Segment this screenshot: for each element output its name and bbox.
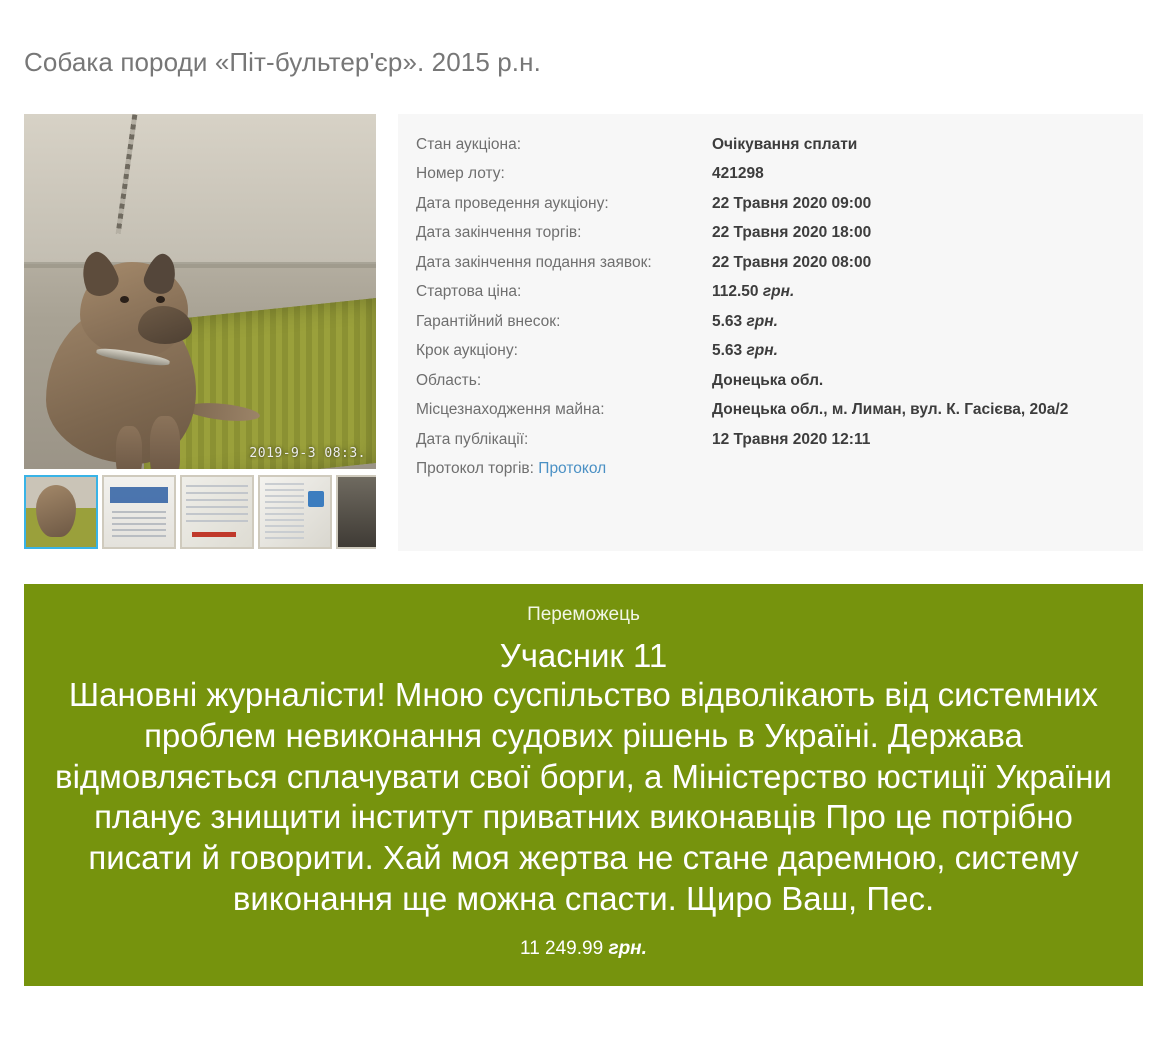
info-value [712, 159, 1125, 189]
info-label: Дата закінчення подання заявок: [416, 253, 652, 271]
info-value-text: 22 Травня 2020 08:00 [712, 253, 872, 271]
thumb-dog-photo[interactable] [24, 475, 98, 549]
info-value-text: Донецька обл. [712, 371, 824, 389]
info-value-text: 112.50 [712, 283, 759, 301]
info-label: Область: [416, 371, 482, 389]
lot-info-table [416, 130, 1125, 484]
thumb-image [260, 477, 330, 547]
info-label: Місцезнаходження майна: [416, 401, 605, 419]
winner-banner [24, 584, 1143, 986]
dog-eye-left [120, 296, 129, 303]
info-value [712, 130, 1125, 160]
info-value [712, 366, 1125, 396]
lot-summary-section [0, 114, 1167, 551]
table-row [416, 307, 1125, 337]
info-value [712, 336, 1125, 366]
dog-illustration [38, 234, 218, 464]
lot-page [0, 17, 1167, 986]
main-photo[interactable] [24, 114, 376, 469]
info-value [712, 425, 1125, 455]
info-value-text: 22 Травня 2020 09:00 [712, 194, 872, 212]
thumb-document-3[interactable] [258, 475, 332, 549]
protocol-value-empty [712, 454, 1125, 484]
lot-gallery [24, 114, 376, 549]
table-row [416, 218, 1125, 248]
info-label: Дата публікації: [416, 430, 529, 448]
info-value [712, 307, 1125, 337]
winner-amount [52, 938, 1115, 960]
currency-label: грн. [746, 342, 778, 360]
protocol-label-text: Протокол торгів: [416, 460, 534, 478]
table-row [416, 336, 1125, 366]
currency-label: грн. [746, 312, 778, 330]
info-label: Дата закінчення торгів: [416, 224, 582, 242]
info-value [712, 395, 1125, 425]
lot-info-panel [398, 114, 1143, 551]
info-label: Крок аукціону: [416, 342, 518, 360]
winner-message: Шановні журналісти! Мною суспільство відволікають від системних проблем невиконання судових рішень в Україні. Держава відмовляється сплачувати свої борги, а Міністерство юстиції України планує знищити інститут приватних виконавців Про це потрібно писати й говорити. Хай моя жертва не стане даремною, систему виконання ще можна спасти. Щиро Ваш, Пес. [55, 675, 1112, 918]
dog-leg-front [150, 416, 180, 469]
info-label: Номер лоту: [416, 165, 505, 183]
table-row [416, 425, 1125, 455]
thumb-dog-shape [36, 485, 76, 537]
thumb-image [104, 477, 174, 547]
table-row [416, 395, 1125, 425]
currency-label: грн. [762, 283, 795, 301]
dog-eye-right [156, 296, 165, 303]
table-row [416, 189, 1125, 219]
info-value-text: 5.63 [712, 312, 743, 330]
info-value [712, 248, 1125, 278]
info-label: Стартова ціна: [416, 283, 522, 301]
protocol-label [416, 454, 712, 484]
protocol-link[interactable]: Протокол [538, 460, 607, 478]
info-label: Гарантійний внесок: [416, 312, 561, 330]
info-value-text: 22 Травня 2020 18:00 [712, 224, 872, 242]
info-value-text: 5.63 [712, 342, 743, 360]
winner-amount-value: 11 249.99 [520, 938, 604, 960]
info-value-text: 12 Травня 2020 12:11 [712, 430, 871, 448]
info-value [712, 277, 1125, 307]
info-label: Стан аукціона: [416, 135, 522, 153]
photo-timestamp: 2019-9-3 08:3. [249, 445, 366, 461]
info-value [712, 189, 1125, 219]
winner-name: Учасник 11 [499, 636, 668, 674]
table-row [416, 159, 1125, 189]
info-value-text: 421298 [712, 165, 764, 183]
thumbnail-strip[interactable] [24, 475, 376, 549]
thumb-image [182, 477, 252, 547]
info-label: Дата проведення аукціону: [416, 194, 609, 212]
table-row [416, 248, 1125, 278]
info-value [712, 218, 1125, 248]
thumb-document-2[interactable] [180, 475, 254, 549]
info-value-text: Донецька обл., м. Лиман, вул. К. Гасієва, 20а/2 [712, 401, 1069, 419]
dog-leg-back [116, 426, 142, 469]
table-row [416, 130, 1125, 160]
thumb-document-4[interactable] [336, 475, 376, 549]
table-row-protocol [416, 454, 1125, 484]
info-value-text: Очікування сплати [712, 135, 858, 153]
thumb-document-1[interactable] [102, 475, 176, 549]
currency-label: грн. [608, 938, 647, 960]
table-row [416, 366, 1125, 396]
table-row [416, 277, 1125, 307]
thumb-image [338, 477, 376, 547]
page-title: Собака породи «Піт-бультер'єр». 2015 р.н. [24, 47, 541, 78]
winner-caption: Переможець [527, 603, 640, 625]
